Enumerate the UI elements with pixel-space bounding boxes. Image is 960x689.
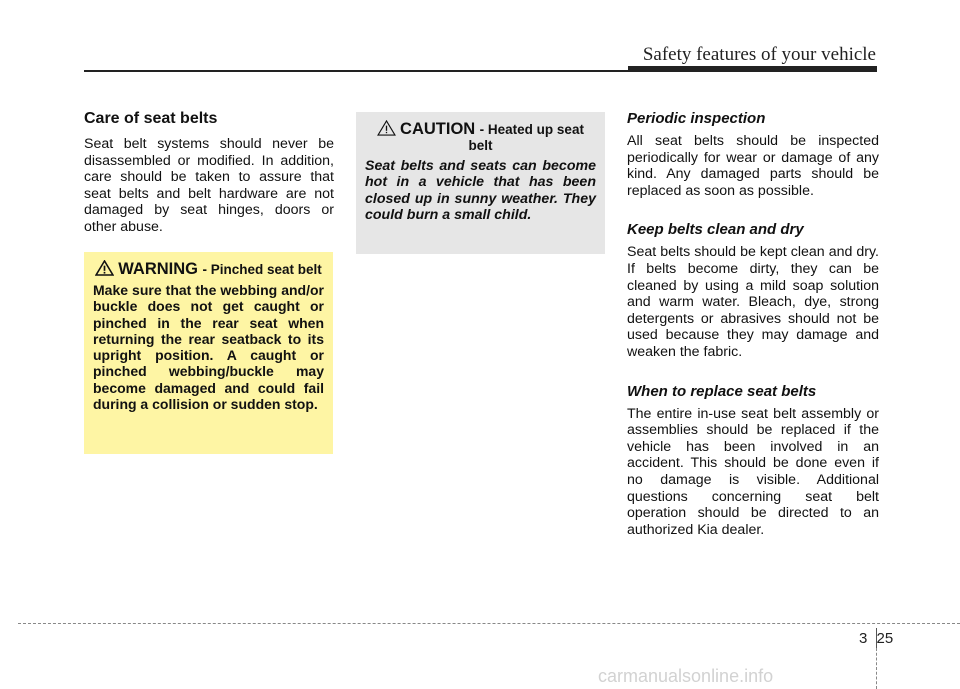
clean-text: Seat belts should be kept clean and dry. If belts become dirty, they can be cleaned by using a mild soap solution and warm water. Bleach, dye, strong detergents or abrasives should not be used because they may damage and weaken the fabric. (627, 244, 879, 360)
clean-heading: Keep belts clean and dry (627, 221, 804, 239)
watermark: carmanualsonline.info (598, 666, 774, 686)
footer-vertical-rule (876, 648, 877, 689)
caution-header (365, 120, 596, 154)
warning-header (93, 260, 324, 278)
periodic-heading: Periodic inspection (627, 110, 766, 127)
warning-triangle-icon (95, 260, 114, 276)
warning-text: Make sure that the webbing and/or buckle does not get caught or pinched in the rear seat when returning the rear seatback to its upright position. A caught or pinched webbing/buckle may become damaged and could fail during a collision or sudden stop. (93, 282, 324, 413)
footer-rule (18, 623, 960, 624)
warning-label: WARNING (118, 260, 198, 278)
caution-box (356, 112, 605, 254)
caution-triangle-icon (377, 120, 396, 136)
chapter-number: 3 (859, 630, 868, 647)
warning-box (84, 252, 333, 454)
replace-text: The entire in-use seat belt assembly or assemblies should be replaced if the vehicle has been involved in an accident. This should be done even if no damage is visible. Additional questions concerning seat belt operation should be directed to an authorized Kia dealer. (627, 405, 879, 538)
care-heading: Care of seat belts (84, 110, 218, 127)
periodic-text: All seat belts should be inspected periodically for wear or damage of any kind. Any damaged parts should be replaced as soon as possible. (627, 133, 879, 199)
caution-subtitle: - Heated up seat belt (468, 122, 584, 153)
header-rule-accent (628, 66, 877, 72)
right-column (627, 110, 879, 538)
warning-subtitle: - Pinched seat belt (202, 262, 322, 277)
care-section (84, 110, 334, 236)
header-rule (84, 70, 629, 72)
caution-text: Seat belts and seats can become hot in a vehicle that has been closed up in sunny weather. They could burn a small child. (365, 158, 596, 223)
care-text: Seat belt systems should never be disassembled or modified. In addition, care should be taken to assure that seat belts and belt hardware are not damaged by seat hinges, doors or other abuse. (84, 136, 334, 235)
replace-heading: When to replace seat belts (627, 382, 817, 400)
caution-label: CAUTION (400, 120, 476, 138)
page-number-divider (876, 628, 877, 648)
page-header-title: Safety features of your vehicle (642, 44, 876, 65)
page-number-value: 25 (876, 630, 894, 647)
